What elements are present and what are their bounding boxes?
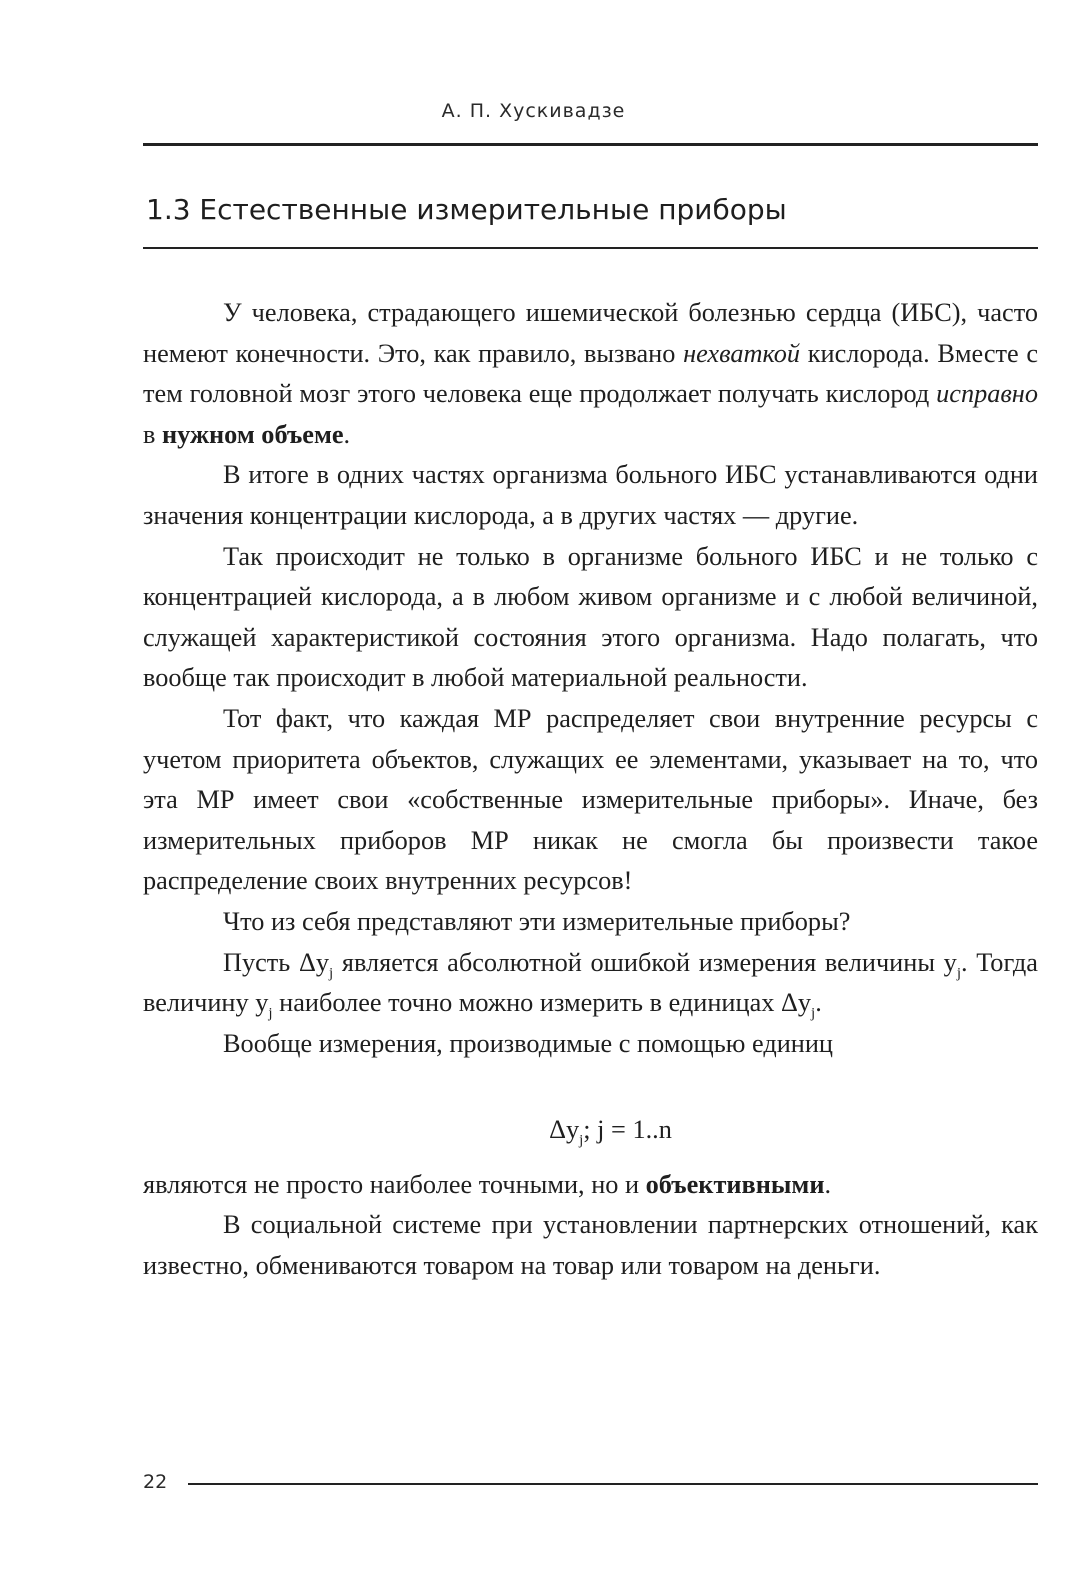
text-run: Пусть Δy	[223, 947, 330, 977]
paragraph-4: Тот факт, что каждая МР распределяет свои внутренние ресурсы с учетом приоритета объектов, служащих ее элементами, указывает на то, что эта МР имеет свои «собственные измерительные приборы». Иначе, без измерительных приборов МР никак не смогла бы произвести такое распределение своих внутренних ресурсов!	[143, 703, 1038, 896]
subscript: j	[811, 1005, 816, 1022]
section-title: 1.3 Естественные измерительные приборы	[146, 193, 787, 226]
page-number: 22	[143, 1471, 168, 1493]
text-run: .	[343, 419, 351, 449]
italic-text: нехваткой	[683, 338, 801, 368]
text-run: кислорода. Вместе с тем головной мозг этого человека еще продолжает получать кислород	[143, 338, 1038, 409]
text-run: наиболее точно можно измерить в единицах Δy	[272, 988, 812, 1018]
formula-part: Δy	[549, 1115, 580, 1145]
header-rule	[143, 143, 1038, 146]
text-run: . Тогда величину y	[143, 947, 1038, 1018]
bold-text: объективными	[645, 1169, 825, 1199]
footer-rule	[188, 1483, 1038, 1485]
subscript: j	[956, 964, 961, 981]
formula-part: ; j = 1..n	[583, 1115, 672, 1145]
formula	[143, 1110, 1038, 1151]
running-header: А. П. Хускивадзе	[441, 100, 626, 122]
text-run: У человека, страдающего ишемической болезнью сердца (ИБС), часто немеют конечности. Это, как правило, вызвано	[143, 298, 1038, 368]
paragraph-9: В социальной системе при установлении партнерских отношений, как известно, обмениваются товаром на товар или товаром на деньги.	[143, 1210, 1038, 1281]
text-run: .	[815, 988, 822, 1018]
text-run: в	[143, 419, 162, 449]
paragraph-8	[143, 1165, 1038, 1206]
subscript: j	[268, 1005, 273, 1022]
text-run: являются не просто наиболее точными, но и	[143, 1169, 646, 1199]
italic-text: исправно	[936, 379, 1038, 409]
subscript: j	[579, 1132, 584, 1149]
paragraph-7: Вообще измерения, производимые с помощью единиц	[223, 1028, 834, 1058]
subscript: j	[329, 964, 334, 981]
paragraph-2: В итоге в одних частях организма больного ИБС устанавливаются одни значения концентрации кислорода, а в других частях — другие.	[143, 460, 1038, 530]
paragraph-1	[143, 293, 1038, 455]
paragraph-5: Что из себя представляют эти измерительные приборы?	[223, 906, 851, 936]
bold-text: нужном объеме	[162, 419, 344, 449]
body-text	[143, 293, 1038, 1287]
text-run: является абсолютной ошибкой измерения величины y	[333, 947, 957, 977]
section-title-rule	[143, 247, 1038, 249]
paragraph-6	[143, 943, 1038, 1024]
paragraph-3: Так происходит не только в организме больного ИБС и не только с концентрацией кислорода, а в любом живом организме и с любой величиной, служащей характеристикой состояния этого организма. Надо полагать, что вообще так происходит в любой материальной реальности.	[143, 541, 1038, 693]
text-run: .	[824, 1169, 832, 1199]
